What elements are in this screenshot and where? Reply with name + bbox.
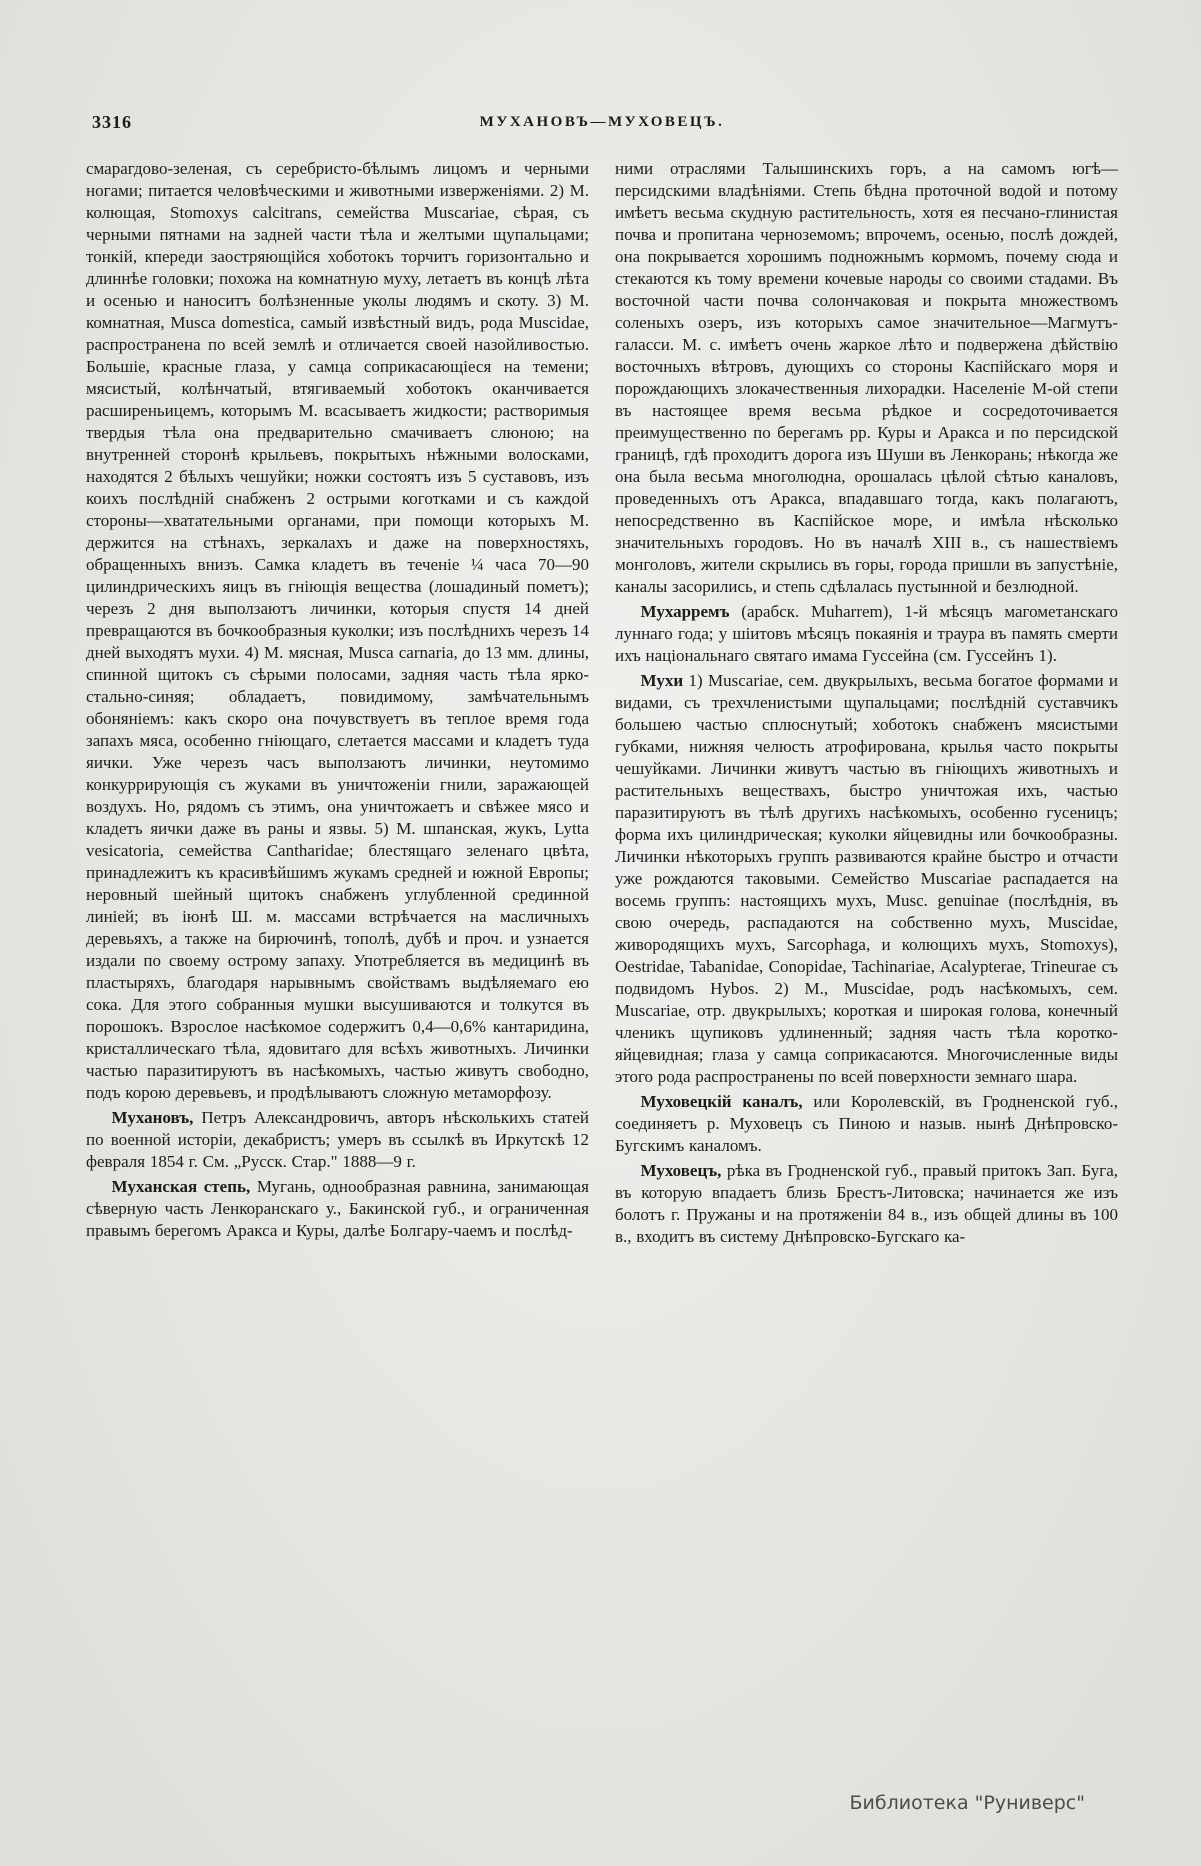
paragraph-continuation (86, 158, 589, 1104)
entry-headword: Мухи (640, 671, 684, 690)
paragraph-text: ними отраслями Талышинскихъ горъ, а на самомъ югѣ—персидскими владѣніями. Степь бѣдна проточной водой и потому имѣетъ весьма скудную растительность, хотя ея песчано-глинистая почва и пропитана черноземомъ; впрочемъ, осенью, послѣ дождей, она покрывается хорошимъ подножнымъ кормомъ, почему сюда и стекаются къ тому времени кочевые народы со своими стадами. Въ восточной части почва солончаковая и покрыта множествомъ соленыхъ озеръ, изъ которыхъ самое значительное—Магмутъ-галасси. М. с. имѣетъ очень жаркое лѣто и подвержена дѣйствію восточныхъ вѣтровъ, дующихъ со стороны Каспійскаго моря и порождающихъ злокачественныя лихорадки. Населеніе М-ой степи въ настоящее время весьма рѣдкое и сосредоточивается преимущественно по берегамъ рр. Куры и Аракса и по персидской границѣ, гдѣ проходитъ дорога изъ Шуши въ Ленкорань; нѣкогда же она была весьма многолюдна, орошалась цѣлой сѣтью каналовъ, проведенныхъ отъ Аракса, впадавшаго тогда, какъ полагаютъ, непосредственно въ Каспійское море, и имѣла нѣсколько значительныхъ городовъ. Но въ началѣ XIII в., съ нашествіемъ монголовъ, жители скрылись въ горы, города пришли въ запустѣніе, каналы засорились, и степь сдѣлалась пустынной и безлюдной. (615, 159, 1118, 596)
paragraph-continuation (615, 158, 1118, 598)
paragraph-text: 1) Muscariae, сем. двукрылыхъ, весьма богатое формами и видами, съ трехчленистыми щупальцами; послѣдній суставчикъ большею частью сплюснутый; хоботокъ снабженъ мясистыми губками, нижняя челюсть атрофирована, крылья часто покрыты чешуйками. Личинки живутъ частью въ гніющихъ животныхъ и растительныхъ веществахъ, быстро уничтожая ихъ, частью паразитируютъ въ тѣлѣ другихъ насѣкомыхъ, особенно гусеницъ; форма ихъ цилиндрическая; куколки яйцевидны или бочкообразны. Личинки нѣкоторыхъ группъ развиваются крайне быстро и отчасти уже рождаются таковыми. Семейство Muscariae распадается на восемь группъ: настоящихъ мухъ, Musc. genuinae (послѣднія, въ свою очередь, распадаются на собственно мухъ, Muscidae, живородящихъ мухъ, Sarcophaga, и колющихъ мухъ, Stomoxys), Oestridae, Tabanidae, Conopidae, Tachinariae, Acalypterae, Trineurae съ подвидомъ Hybos. 2) М., Muscidae, родъ насѣкомыхъ, сем. Muscariae, отр. двукрылыхъ; короткая и широкая голова, конечный членикъ щупиковъ удлиненный; задняя часть тѣла коротко-яйцевидная; глаза у самца соприкасаются. Многочисленные виды этого рода распространены по всей поверхности земнаго шара. (615, 671, 1118, 1086)
entry-headword: Муховецкій каналъ, (640, 1092, 803, 1111)
page-content (86, 112, 1118, 1248)
entry-paragraph (615, 601, 1118, 667)
entry-headword: Муханская степь, (111, 1177, 251, 1196)
entry-paragraph (86, 1107, 589, 1173)
paragraph-text: смарагдово-зеленая, съ серебристо-бѣлымъ лицомъ и черными ногами; питается человѣческими и животными изверженіями. 2) М. колющая, Stomoxys calcitrans, семейства Muscariae, сѣрая, съ черными пятнами на задней части тѣла и желтыми щупальцами; тонкій, кпереди заостряющійся хоботокъ торчитъ горизонтально и длиннѣе головки; похожа на комнатную муху, летаетъ въ концѣ лѣта и осенью и наноситъ болѣзненные уколы людямъ и скоту. 3) М. комнатная, Musca domestica, самый извѣстный видъ, рода Muscidae, распространена по всей землѣ и отличается своей назойливостью. Большіе, красные глаза, у самца соприкасающіеся на темени; мясистый, колѣнчатый, втягиваемый хоботокъ оканчивается расширеньицемъ, которымъ М. всасываетъ жидкости; растворимыя твердыя тѣла она предварительно смачиваетъ слюною; на внутренней сторонѣ крыльевъ, покрытыхъ нѣжными волосками, находятся 2 бѣлыхъ чешуйки; ножки состоятъ изъ 5 суставовъ, изъ коихъ послѣдній снабженъ 2 острыми коготками и съ каждой стороны—хватательными органами, при помощи которыхъ М. держится на стѣнахъ, зеркалахъ и даже на поверхностяхъ, обращенныхъ внизъ. Самка кладетъ въ теченіе ¼ часа 70—90 цилиндрическихъ яицъ въ гніющія вещества (лошадиный пометъ); черезъ 2 дня выползаютъ личинки, которыя спустя 14 дней превращаются въ бочкообразныя куколки; изъ послѣднихъ черезъ 14 дней выходятъ мухи. 4) М. мясная, Musca carnaria, до 13 мм. длины, спинной щитокъ съ сѣрыми полосами, задняя часть тѣла ярко-стально-синяя; обладаетъ, повидимому, замѣчательнымъ обоняніемъ: какъ скоро она почувствуетъ въ теплое время года запахъ мяса, особенно гніющаго, слетается массами и кладетъ туда яички. Уже черезъ часъ выползаютъ личинки, неутомимо конкуррирующія съ жуками въ уничтоженіи гнили, заражающей воздухъ. Но, рядомъ съ этимъ, она уничтожаетъ и свѣжее мясо и кладетъ яички даже въ раны и язвы. 5) М. шпанская, жукъ, Lytta vesicatoria, семейства Cantharidae; блестящаго зеленаго цвѣта, принадлежитъ къ красивѣйшимъ жукамъ средней и южной Европы; неровный шейный щитокъ снабженъ углубленной срединной линіей; въ іюнѣ Ш. м. массами встрѣчается на масличныхъ деревьяхъ, а также на бирючинѣ, тополѣ, дубѣ и проч. и узнается издали по своему острому запаху. Употребляется въ медицинѣ въ пластыряхъ, благодаря нарывнымъ свойствамъ выдѣляемаго ею сока. Для этого собранныя мушки высушиваются и толкутся въ порошокъ. Взрослое насѣкомое содержитъ 0,4—0,6% кантаридина, кристаллическаго тѣла, ядовитаго для всѣхъ животныхъ. Личинки частью паразитируютъ въ насѣкомыхъ, частью живутъ свободно, подъ корою деревьевъ, и продѣлываютъ сложную метаморфозу. (86, 159, 589, 1102)
entry-headword: Муховецъ, (640, 1161, 722, 1180)
entry-paragraph (86, 1176, 589, 1242)
paragraph-text: рѣка въ Гродненской губ., правый притокъ Зап. Буга, въ которую впадаетъ близь Брестъ-Литовска; начинается же изъ болотъ г. Пружаны и на протяженіи 84 в., изъ общей длины въ 100 в., входитъ въ систему Днѣпровско-Бугскаго ка- (615, 1161, 1118, 1246)
page-number: 3316 (92, 112, 132, 132)
entry-paragraph (615, 670, 1118, 1088)
entry-paragraph (615, 1160, 1118, 1248)
paragraph-text: (арабск. Muharrem), 1-й мѣсяцъ магометанскаго луннаго года; у шіитовъ мѣсяцъ покаянія и траура въ память смерти ихъ національнаго святаго имама Гуссейна (см. Гуссейнъ 1). (615, 602, 1119, 665)
entry-paragraph (615, 1091, 1118, 1157)
entry-headword: Мухановъ, (111, 1108, 194, 1127)
page-header (86, 112, 1118, 138)
text-columns (86, 158, 1118, 1248)
running-title: МУХАНОВЪ—МУХОВЕЦЪ. (479, 114, 725, 130)
paragraph-text: или Королевскій, въ Гродненской губ., соединяетъ р. Муховецъ съ Пиною и назыв. нынѣ Днѣпровско-Бугскимъ каналомъ. (615, 1092, 1118, 1155)
left-column (86, 158, 589, 1248)
paragraph-text: Петръ Александровичъ, авторъ нѣсколькихъ статей по военной исторіи, декабристъ; умеръ въ ссылкѣ въ Иркутскѣ 12 февраля 1854 г. См. „Русск. Стар." 1888—9 г. (86, 1108, 590, 1171)
right-column (615, 158, 1118, 1248)
paragraph-text: Мугань, однообразная равнина, занимающая сѣверную часть Ленкоранскаго у., Бакинской губ., и ограниченная правымъ берегомъ Аракса и Куры, далѣе Болгару-чаемъ и послѣд- (86, 1177, 590, 1240)
entry-headword: Мухарремъ (640, 602, 730, 621)
library-watermark: Библиотека "Руниверс" (849, 1792, 1085, 1814)
